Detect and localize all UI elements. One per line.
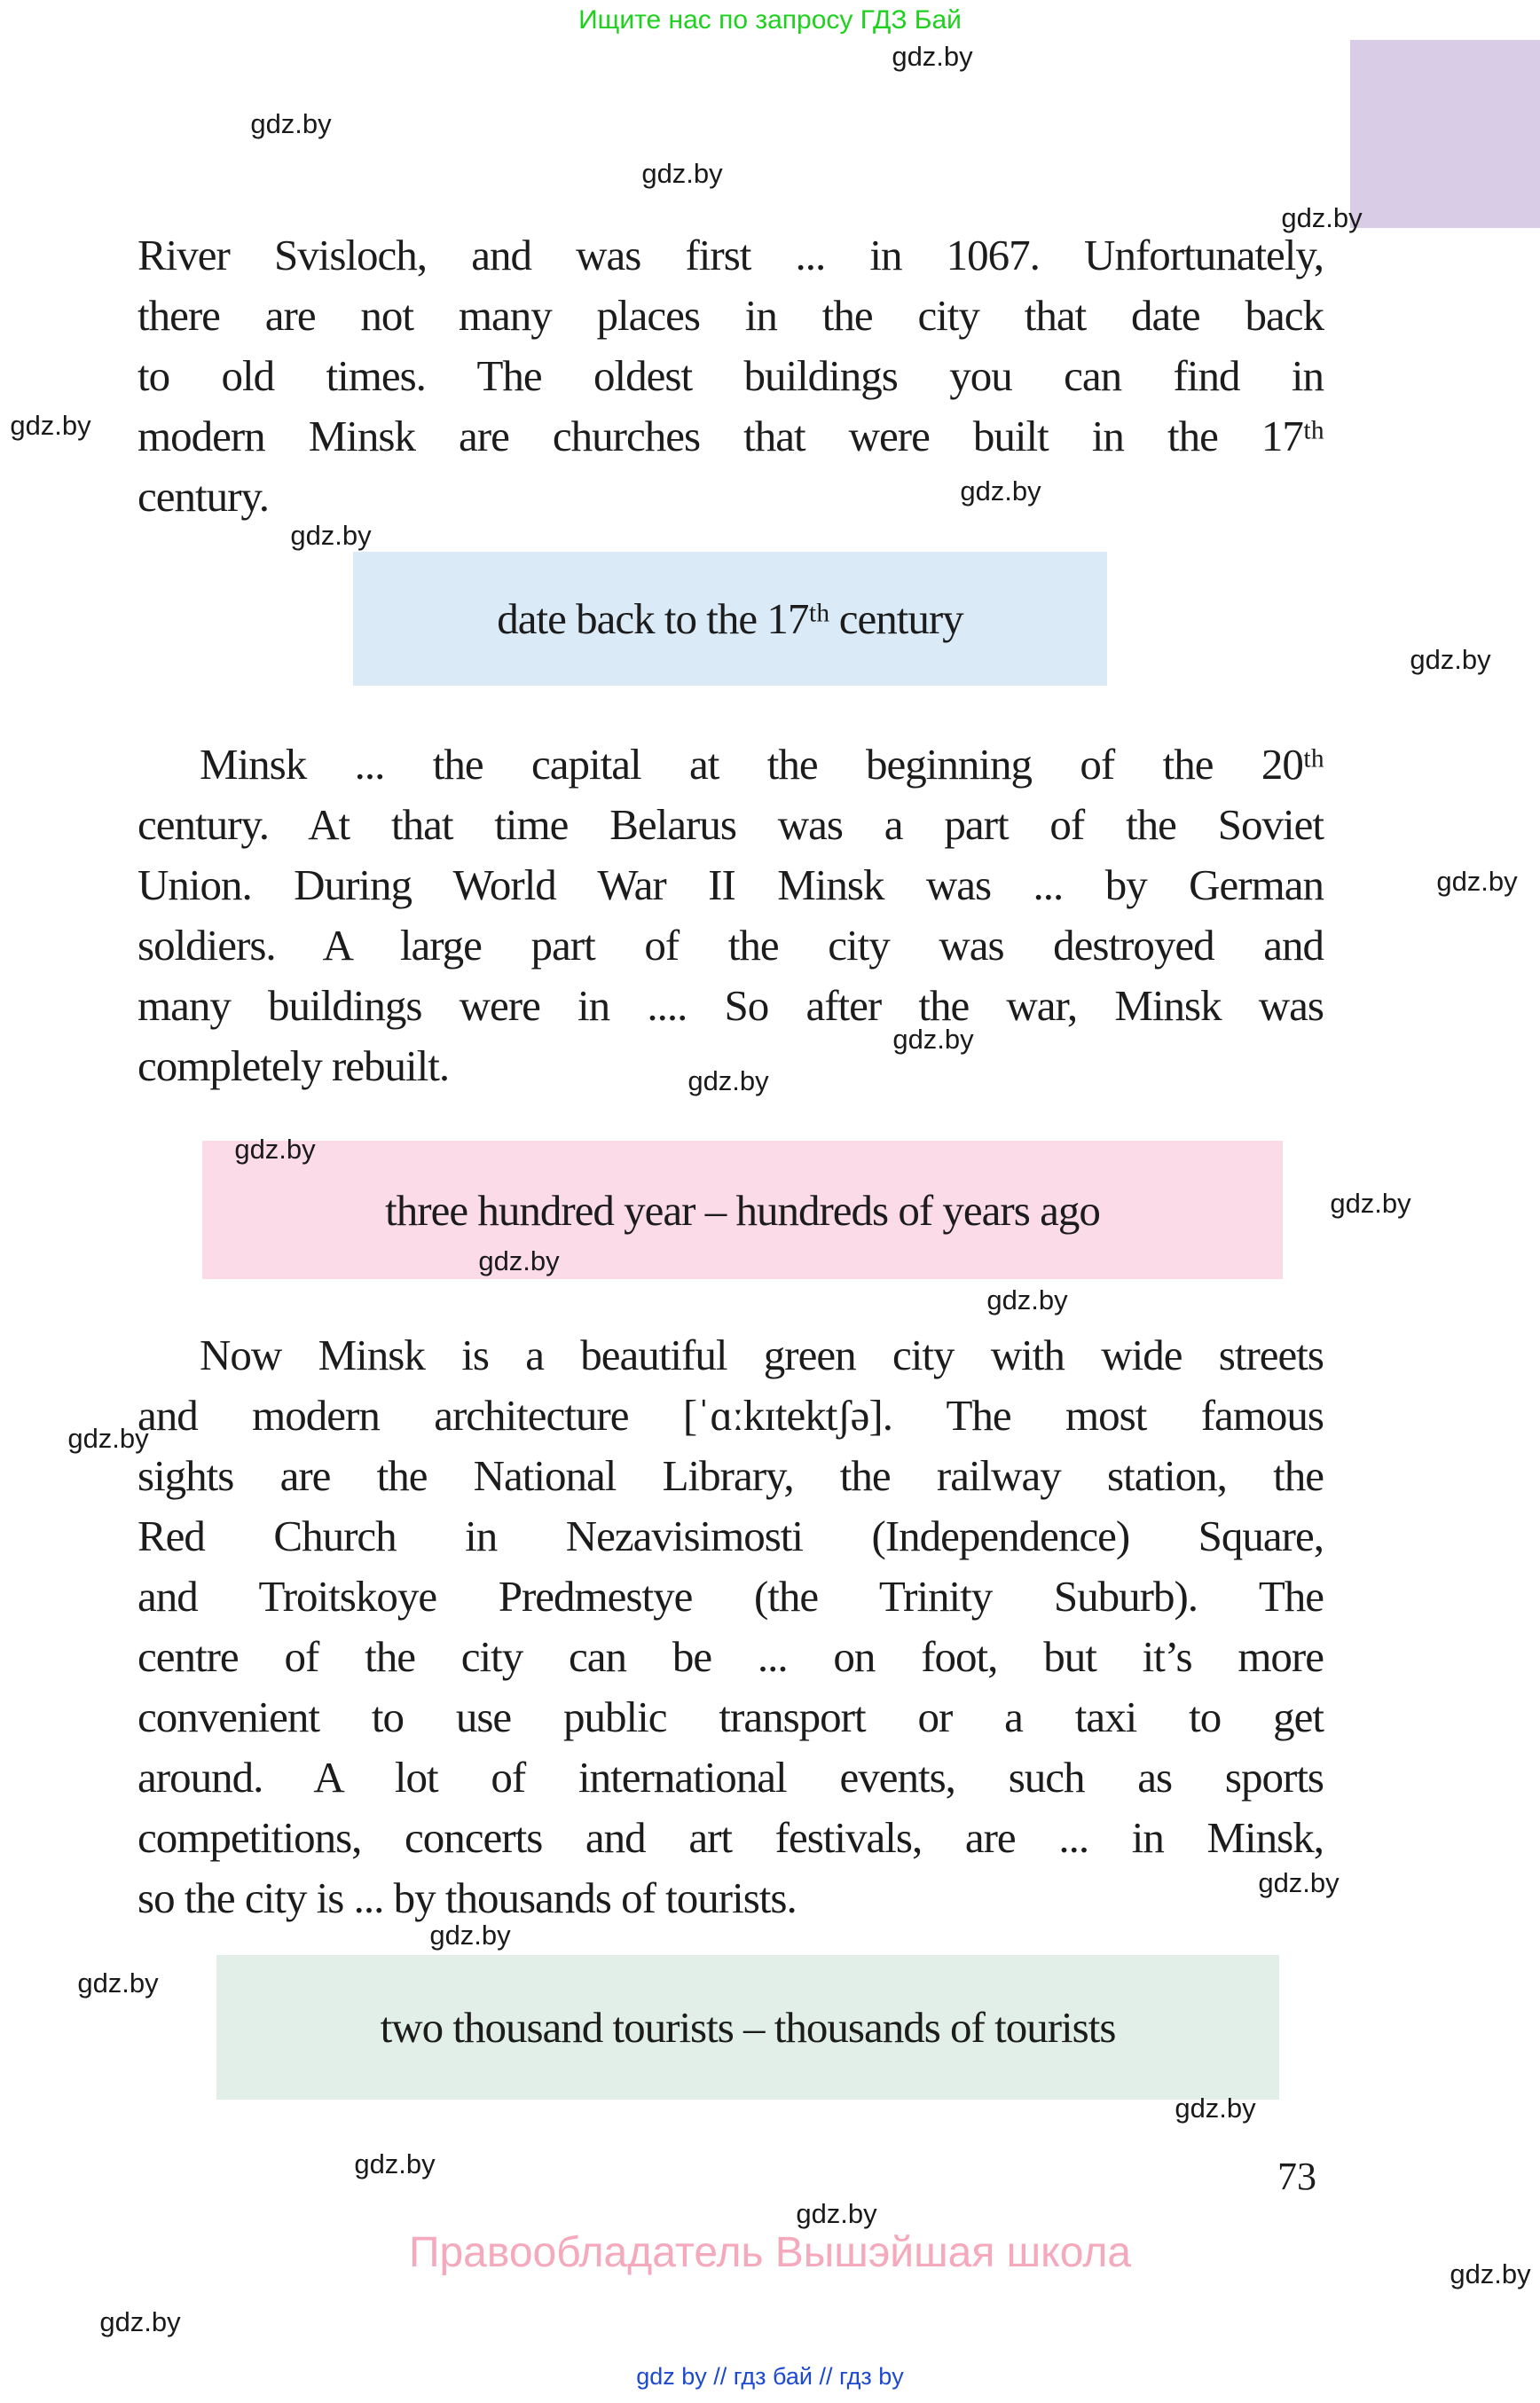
watermark: gdz.by [688,1065,769,1096]
watermark: gdz.by [1258,1867,1340,1898]
watermark: gdz.by [290,520,372,551]
highlight-box-pink-text: three hundred year – hundreds of years ago [385,1185,1100,1235]
paragraph-line: convenient to use public transport or a taxi to get [138,1692,1324,1741]
paragraph-line: there are not many places in the city that date back [138,291,1324,340]
paragraph-line: around. A lot of international events, such as sports [138,1753,1324,1802]
highlight-box-pink [202,1141,1283,1279]
watermark: gdz.by [1281,202,1363,233]
watermark: gdz.by [234,1134,316,1165]
watermark: gdz.by [796,2198,877,2229]
paragraph-line: Red Church in Nezavisimosti (Independence) Square, [138,1512,1324,1560]
paragraph-line: to old times. The oldest buildings you can find in [138,351,1324,400]
paragraph-2 [138,734,1324,1096]
paragraph-line: century. [138,472,269,521]
watermark: gdz.by [77,1967,159,1999]
paragraph-line: centre of the city can be ... on foot, but it’s more [138,1632,1324,1681]
paragraph-line: many buildings were in .... So after the war, Minsk was [138,981,1324,1030]
paragraph-line: Now Minsk is a beautiful green city with wide streets [200,1331,1324,1379]
watermark: gdz.by [892,41,973,72]
promo-banner-text: Ищите нас по запросу ГДЗ Бай [578,5,962,35]
watermark: gdz.by [67,1423,149,1454]
footer-links[interactable]: gdz by // гдз бай // гдз by [636,2363,904,2390]
paragraph-line: century. At that time Belarus was a part of the Soviet [138,800,1324,849]
watermark: gdz.by [10,410,91,441]
watermark: gdz.by [1450,2258,1531,2289]
paragraph-line: River Svisloch, and was first ... in 1067. Unfortunately, [138,231,1324,279]
paragraph-line: soldiers. A large part of the city was destroyed and [138,921,1324,970]
paragraph-line: modern Minsk are churches that were built in the 17ᵗʰ [138,412,1324,460]
watermark: gdz.by [250,108,332,139]
watermark: gdz.by [429,1920,511,1951]
watermark: gdz.by [99,2306,181,2337]
watermark: gdz.by [1175,2093,1256,2124]
paragraph-line: competitions, concerts and art festivals, are ... in Minsk, [138,1813,1324,1862]
highlight-box-green [216,1955,1279,2100]
paragraph-1 [138,225,1324,527]
page-number: 73 [1277,2155,1316,2198]
paragraph-line: completely rebuilt. [138,1041,450,1090]
watermark: gdz.by [892,1024,974,1055]
paragraph-line: Union. During World War II Minsk was ... by German [138,860,1324,909]
highlight-box-green-text: two thousand tourists – thousands of tourists [380,2003,1116,2052]
highlight-box-blue-text: date back to the 17ᵗʰ century [497,594,963,643]
watermark: gdz.by [1436,866,1518,897]
paragraph-line: so the city is ... by thousands of tourists. [138,1873,797,1922]
copyright-text: Правообладатель Вышэйшая школа [408,2229,1132,2276]
watermark: gdz.by [641,158,723,189]
watermark: gdz.by [354,2148,436,2179]
paragraph-line: and Troitskoye Predmestye (the Trinity Suburb). The [138,1572,1324,1621]
paragraph-line: Minsk ... the capital at the beginning of the 20ᵗʰ [200,740,1324,789]
watermark: gdz.by [986,1284,1068,1315]
highlight-box-blue [353,552,1107,686]
watermark: gdz.by [478,1245,560,1276]
paragraph-3 [138,1325,1324,1928]
watermark: gdz.by [1410,644,1491,675]
purple-corner-rectangle [1350,40,1540,228]
paragraph-line: and modern architecture [ˈɑːkɪtektʃə]. The most famous [138,1391,1324,1440]
watermark: gdz.by [1330,1188,1411,1219]
watermark: gdz.by [960,475,1041,507]
paragraph-line: sights are the National Library, the railway station, the [138,1451,1324,1500]
